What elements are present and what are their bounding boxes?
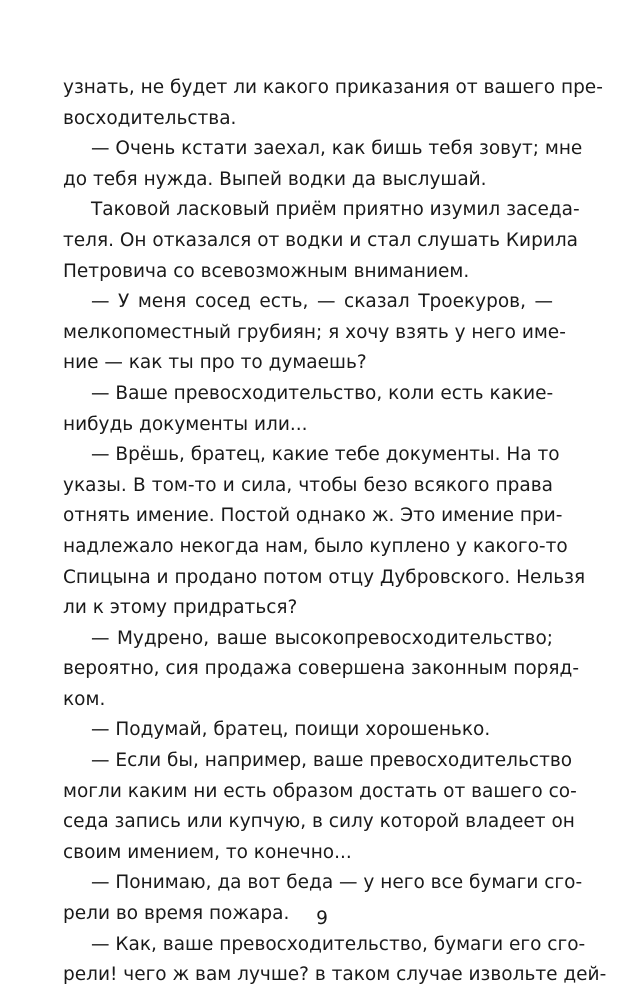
body-text xyxy=(63,73,607,991)
text-line: — Врёшь, братец, какие тебе документы. На то xyxy=(91,444,560,466)
text-line: мелкопоместный грубиян; я хочу взять у него име- xyxy=(63,321,566,343)
text-line: узнать, не будет ли какого приказания от вашего пре- xyxy=(63,77,603,98)
text-line: рели! чего ж вам лучше? в таком случае извольте дей- xyxy=(63,964,607,986)
text-line: рели во время пожара. xyxy=(63,903,290,925)
text-line: нибудь документы или... xyxy=(63,413,308,435)
text-line: своим имением, то конечно... xyxy=(63,841,352,863)
text-line: Спицына и продано потом отцу Дубровского. Нельзя xyxy=(63,566,586,588)
text-line: — Ваше превосходительство, коли есть какие- xyxy=(91,382,554,404)
page-number: 9 xyxy=(316,908,328,929)
text-line: могли каким ни есть образом достать от вашего со- xyxy=(63,780,577,802)
text-line: — Подумай, братец, поищи хорошенько. xyxy=(91,719,491,741)
text-line: ли к этому придраться? xyxy=(63,597,298,619)
text-line: указы. В том-то и сила, чтобы безо всякого права xyxy=(63,474,553,496)
text-line: — Как, ваше превосходительство, бумаги его сго- xyxy=(91,933,586,955)
text-line: Таковой ласковый приём приятно изумил заседа- xyxy=(91,199,580,221)
text-line: — У меня сосед есть, — сказал Троекуров, — xyxy=(91,291,553,313)
text-line: седа запись или купчую, в силу которой владеет он xyxy=(63,811,575,833)
text-line: — Мудрено, ваше высокопревосходительство; xyxy=(91,627,553,649)
text-line: теля. Он отказался от водки и стал слушать Кирила xyxy=(63,229,579,251)
text-line: — Очень кстати заехал, как бишь тебя зовут; мне xyxy=(91,138,583,160)
text-line: ком. xyxy=(63,688,106,710)
text-line: ние — как ты про то думаешь? xyxy=(63,352,367,374)
text-line: отнять имение. Постой однако ж. Это имение при- xyxy=(63,505,563,527)
text-line: вероятно, сия продажа совершена законным поряд- xyxy=(63,658,579,680)
text-line: восходительства. xyxy=(63,107,237,129)
text-line: Петровича со всевозможным вниманием. xyxy=(63,260,470,282)
text-line: — Понимаю, да вот беда — у него все бумаги сго- xyxy=(91,872,583,894)
text-line: надлежало некогда нам, было куплено у какого-то xyxy=(63,535,568,557)
text-line: до тебя нужда. Выпей водки да выслушай. xyxy=(63,168,487,190)
text-line: — Если бы, например, ваше превосходительство xyxy=(91,750,573,772)
